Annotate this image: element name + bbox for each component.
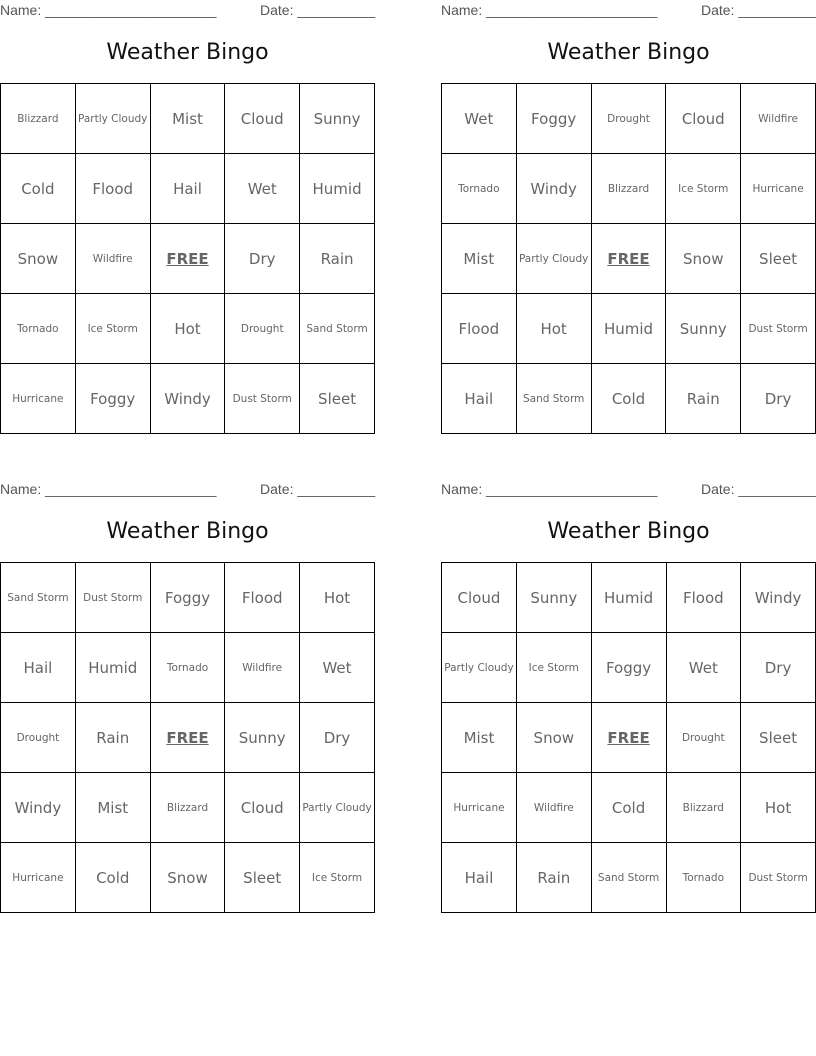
bingo-cell: Flood [442, 294, 517, 364]
bingo-cell: Ice Storm [666, 154, 741, 224]
bingo-cell: Humid [591, 563, 666, 633]
bingo-row [442, 154, 816, 224]
bingo-cell: Wet [666, 633, 741, 703]
bingo-cell: Cloud [442, 563, 517, 633]
bingo-cell: Foggy [591, 633, 666, 703]
date-field-label: Date: __________ [701, 481, 816, 497]
card-header [441, 0, 816, 20]
bingo-cell: Dust Storm [75, 563, 150, 633]
bingo-cell: Partly Cloudy [75, 84, 150, 154]
bingo-cell: Sleet [741, 224, 816, 294]
bingo-cell: Snow [150, 843, 225, 913]
bingo-cell: Humid [300, 154, 375, 224]
bingo-cell: Cold [75, 843, 150, 913]
bingo-row [442, 633, 816, 703]
bingo-row [442, 773, 816, 843]
bingo-row [1, 703, 375, 773]
card-header [441, 479, 816, 499]
bingo-row [442, 703, 816, 773]
bingo-cell: Snow [1, 224, 76, 294]
bingo-cell: Tornado [666, 843, 741, 913]
bingo-cell: Dry [300, 703, 375, 773]
bingo-cell: Hail [442, 364, 517, 434]
bingo-cell: Dry [741, 633, 816, 703]
name-field-label: Name: ______________________ [0, 481, 217, 497]
bingo-cell: Hot [741, 773, 816, 843]
bingo-row [442, 294, 816, 364]
bingo-cell: Sleet [225, 843, 300, 913]
bingo-cell: Tornado [442, 154, 517, 224]
bingo-cell: Dust Storm [741, 843, 816, 913]
bingo-row [1, 843, 375, 913]
bingo-cell: Windy [1, 773, 76, 843]
bingo-cell: Hot [300, 563, 375, 633]
bingo-cell: Cold [591, 773, 666, 843]
bingo-cell: Drought [1, 703, 76, 773]
free-space-cell: FREE [150, 703, 225, 773]
bingo-cell: Cloud [225, 84, 300, 154]
bingo-cell: Sand Storm [1, 563, 76, 633]
bingo-cell: Sand Storm [300, 294, 375, 364]
bingo-cell: Wildfire [225, 633, 300, 703]
card-title: Weather Bingo [106, 40, 269, 65]
bingo-cell: Blizzard [666, 773, 741, 843]
bingo-cell: Flood [75, 154, 150, 224]
bingo-cell: Snow [666, 224, 741, 294]
bingo-row [1, 154, 375, 224]
bingo-cell: Wildfire [516, 773, 591, 843]
bingo-cell: Mist [442, 703, 517, 773]
bingo-grid [441, 83, 816, 434]
bingo-grid [0, 83, 375, 434]
bingo-row [442, 364, 816, 434]
bingo-cell: Wet [442, 84, 517, 154]
bingo-cell: Windy [741, 563, 816, 633]
bingo-cell: Dust Storm [225, 364, 300, 434]
bingo-cell: Hurricane [1, 843, 76, 913]
bingo-cell: Sunny [300, 84, 375, 154]
bingo-cell: Sleet [741, 703, 816, 773]
bingo-cell: Partly Cloudy [300, 773, 375, 843]
free-space-cell: FREE [591, 703, 666, 773]
bingo-cell: Ice Storm [516, 633, 591, 703]
bingo-cell: Rain [75, 703, 150, 773]
bingo-cell: Hail [150, 154, 225, 224]
bingo-cell: Drought [225, 294, 300, 364]
free-space-cell: FREE [150, 224, 225, 294]
name-field-label: Name: ______________________ [441, 2, 658, 18]
card-title: Weather Bingo [547, 519, 710, 544]
bingo-cell: Wet [300, 633, 375, 703]
bingo-cell: Ice Storm [75, 294, 150, 364]
bingo-cell: Windy [516, 154, 591, 224]
bingo-cell: Mist [150, 84, 225, 154]
bingo-cell: Foggy [516, 84, 591, 154]
bingo-cell: Sunny [516, 563, 591, 633]
bingo-cell: Tornado [1, 294, 76, 364]
bingo-cell: Rain [666, 364, 741, 434]
bingo-cell: Mist [442, 224, 517, 294]
bingo-row [1, 224, 375, 294]
bingo-cell: Snow [516, 703, 591, 773]
bingo-cell: Dust Storm [741, 294, 816, 364]
bingo-cell: Blizzard [150, 773, 225, 843]
bingo-cell: Sleet [300, 364, 375, 434]
bingo-cell: Partly Cloudy [442, 633, 517, 703]
name-field-label: Name: ______________________ [441, 481, 658, 497]
bingo-cell: Humid [591, 294, 666, 364]
bingo-cell: Sand Storm [516, 364, 591, 434]
bingo-cell: Drought [666, 703, 741, 773]
card-header [0, 479, 375, 499]
bingo-cell: Wildfire [75, 224, 150, 294]
bingo-row [1, 294, 375, 364]
bingo-cell: Mist [75, 773, 150, 843]
bingo-cell: Hurricane [1, 364, 76, 434]
bingo-cell: Blizzard [1, 84, 76, 154]
bingo-cell: Foggy [75, 364, 150, 434]
bingo-cell: Sunny [666, 294, 741, 364]
bingo-cell: Sunny [225, 703, 300, 773]
bingo-cell: Rain [300, 224, 375, 294]
card-title: Weather Bingo [106, 519, 269, 544]
bingo-cell: Blizzard [591, 154, 666, 224]
bingo-cell: Dry [225, 224, 300, 294]
card-title: Weather Bingo [547, 40, 710, 65]
bingo-cell: Rain [516, 843, 591, 913]
bingo-row [442, 563, 816, 633]
bingo-cell: Humid [75, 633, 150, 703]
name-field-label: Name: ______________________ [0, 2, 217, 18]
date-field-label: Date: __________ [260, 481, 376, 497]
bingo-row [1, 633, 375, 703]
bingo-cell: Hurricane [442, 773, 517, 843]
bingo-row [442, 224, 816, 294]
bingo-row [442, 843, 816, 913]
bingo-cell: Cloud [666, 84, 741, 154]
bingo-row [1, 84, 375, 154]
bingo-cell: Cold [1, 154, 76, 224]
date-field-label: Date: __________ [701, 2, 816, 18]
bingo-cell: Hail [1, 633, 76, 703]
bingo-row [1, 364, 375, 434]
bingo-cell: Wet [225, 154, 300, 224]
card-header [0, 0, 375, 20]
bingo-cell: Flood [666, 563, 741, 633]
bingo-row [442, 84, 816, 154]
bingo-row [1, 563, 375, 633]
bingo-cell: Cold [591, 364, 666, 434]
bingo-grid [441, 562, 816, 913]
bingo-cell: Hail [442, 843, 517, 913]
bingo-cell: Partly Cloudy [516, 224, 591, 294]
bingo-cell: Hurricane [741, 154, 816, 224]
bingo-cell: Hot [516, 294, 591, 364]
bingo-cell: Hot [150, 294, 225, 364]
bingo-cell: Drought [591, 84, 666, 154]
bingo-cell: Windy [150, 364, 225, 434]
date-field-label: Date: __________ [260, 2, 376, 18]
free-space-cell: FREE [591, 224, 666, 294]
bingo-cell: Cloud [225, 773, 300, 843]
bingo-cell: Ice Storm [300, 843, 375, 913]
bingo-cell: Dry [741, 364, 816, 434]
bingo-cell: Foggy [150, 563, 225, 633]
bingo-row [1, 773, 375, 843]
bingo-cell: Tornado [150, 633, 225, 703]
bingo-cell: Flood [225, 563, 300, 633]
bingo-grid [0, 562, 375, 913]
bingo-cell: Wildfire [741, 84, 816, 154]
bingo-cell: Sand Storm [591, 843, 666, 913]
